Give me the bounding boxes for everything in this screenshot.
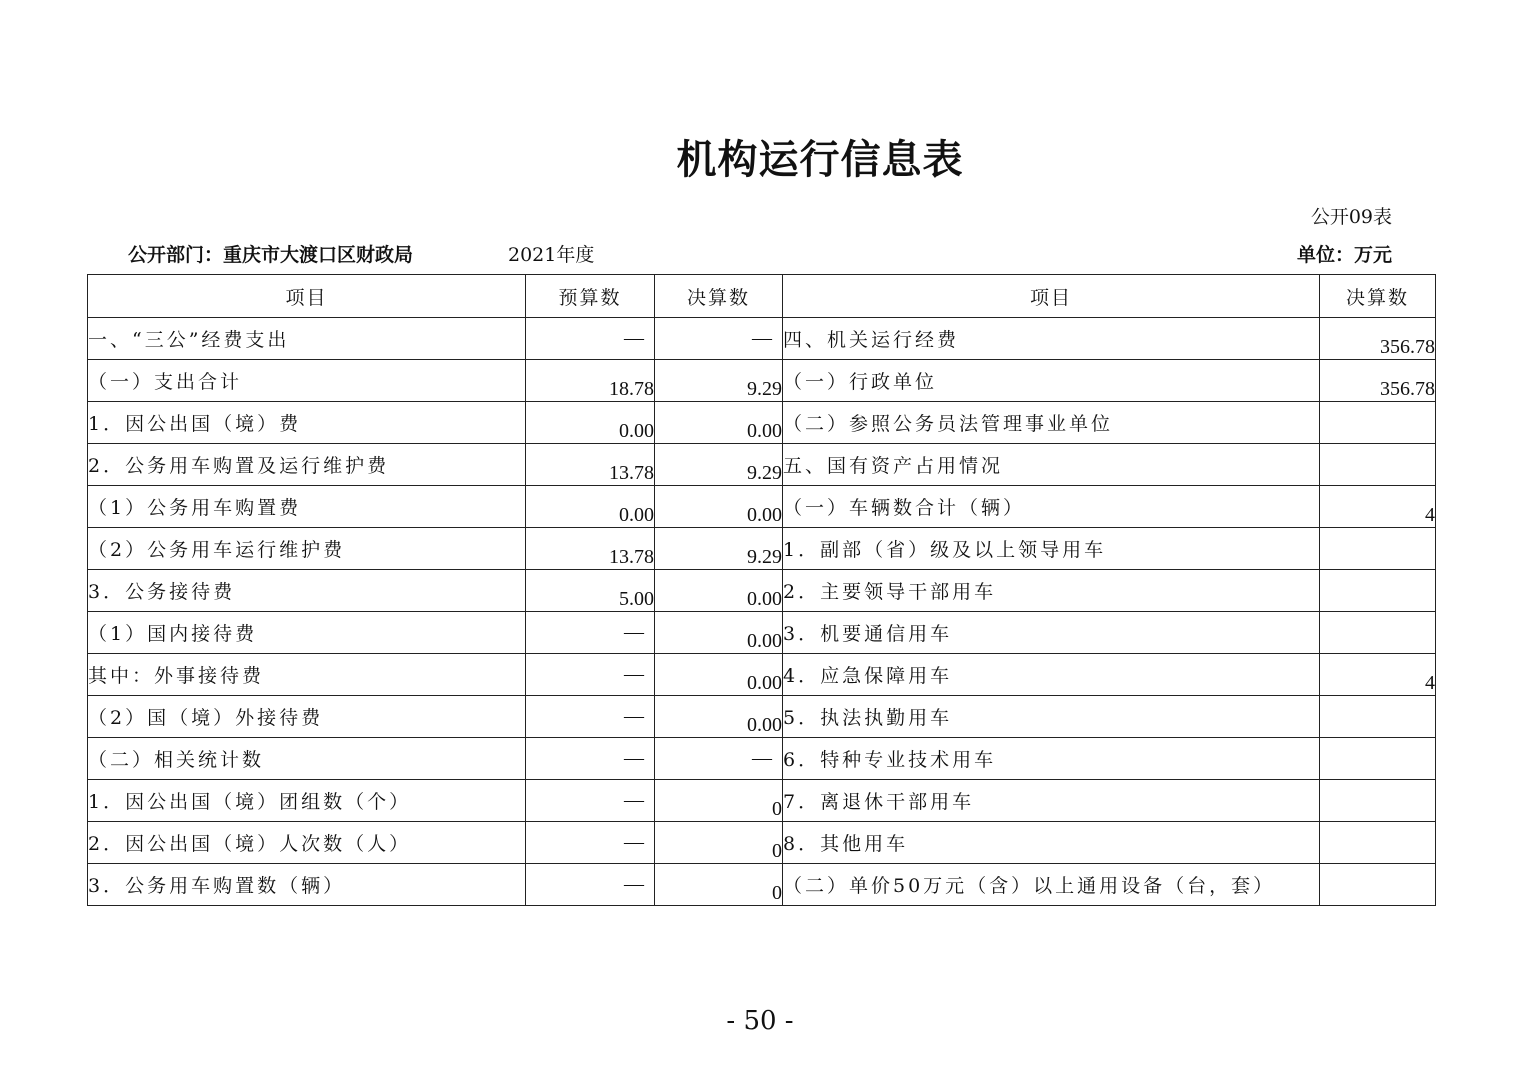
- final-cell: —: [655, 738, 783, 780]
- right-final-cell: 356.78: [1320, 360, 1436, 402]
- right-final-cell: [1320, 444, 1436, 486]
- table-row: [88, 696, 1436, 738]
- form-number: 公开09表: [1310, 206, 1392, 228]
- left-item-cell: （1）公务用车购置费: [88, 486, 526, 528]
- page-title: 机构运行信息表: [676, 136, 964, 183]
- header-right-item: 项目: [783, 275, 1320, 318]
- table-row: [88, 780, 1436, 822]
- department-label: 公开部门：重庆市大渡口区财政局: [128, 244, 414, 266]
- header-right-final: 决算数: [1320, 275, 1436, 318]
- right-item-cell: （二）单价50万元（含）以上通用设备（台，套）: [783, 864, 1320, 906]
- left-item-cell: （2）公务用车运行维护费: [88, 528, 526, 570]
- header-left-item: 项目: [88, 275, 526, 318]
- table-row: [88, 864, 1436, 906]
- left-item-cell: （2）国（境）外接待费: [88, 696, 526, 738]
- table-row: [88, 444, 1436, 486]
- final-cell: 0.00: [655, 570, 783, 612]
- final-cell: 9.29: [655, 360, 783, 402]
- right-final-cell: [1320, 738, 1436, 780]
- left-item-cell: 3．公务接待费: [88, 570, 526, 612]
- right-item-cell: 3．机要通信用车: [783, 612, 1320, 654]
- table-row: [88, 402, 1436, 444]
- budget-cell: —: [526, 318, 655, 360]
- table-header-row: [88, 275, 1436, 318]
- left-item-cell: 一、“三公”经费支出: [88, 318, 526, 360]
- table-row: [88, 570, 1436, 612]
- right-item-cell: （一）车辆数合计（辆）: [783, 486, 1320, 528]
- budget-cell: —: [526, 822, 655, 864]
- left-item-cell: 1．因公出国（境）费: [88, 402, 526, 444]
- final-cell: 9.29: [655, 528, 783, 570]
- left-item-cell: （二）相关统计数: [88, 738, 526, 780]
- left-item-cell: 1．因公出国（境）团组数（个）: [88, 780, 526, 822]
- budget-cell: —: [526, 864, 655, 906]
- table-row: [88, 612, 1436, 654]
- right-item-cell: 1．副部（省）级及以上领导用车: [783, 528, 1320, 570]
- right-final-cell: 4: [1320, 654, 1436, 696]
- table-row: [88, 360, 1436, 402]
- right-final-cell: [1320, 822, 1436, 864]
- right-item-cell: 5．执法执勤用车: [783, 696, 1320, 738]
- right-final-cell: [1320, 528, 1436, 570]
- table-row: [88, 318, 1436, 360]
- right-item-cell: 五、国有资产占用情况: [783, 444, 1320, 486]
- right-final-cell: [1320, 780, 1436, 822]
- left-item-cell: 其中：外事接待费: [88, 654, 526, 696]
- left-item-cell: 2．因公出国（境）人次数（人）: [88, 822, 526, 864]
- right-final-cell: [1320, 696, 1436, 738]
- right-final-cell: [1320, 612, 1436, 654]
- budget-cell: 0.00: [526, 486, 655, 528]
- left-item-cell: （1）国内接待费: [88, 612, 526, 654]
- header-left-budget: 预算数: [526, 275, 655, 318]
- budget-cell: 5.00: [526, 570, 655, 612]
- table-row: [88, 486, 1436, 528]
- final-cell: —: [655, 318, 783, 360]
- final-cell: 0.00: [655, 402, 783, 444]
- final-cell: 0.00: [655, 654, 783, 696]
- left-item-cell: （一）支出合计: [88, 360, 526, 402]
- budget-cell: 13.78: [526, 444, 655, 486]
- table-row: [88, 528, 1436, 570]
- right-item-cell: 四、机关运行经费: [783, 318, 1320, 360]
- budget-cell: 18.78: [526, 360, 655, 402]
- page-number: - 50 -: [726, 1006, 794, 1036]
- table-row: [88, 822, 1436, 864]
- budget-cell: —: [526, 654, 655, 696]
- budget-cell: 0.00: [526, 402, 655, 444]
- right-item-cell: 2．主要领导干部用车: [783, 570, 1320, 612]
- budget-cell: —: [526, 738, 655, 780]
- right-item-cell: 8．其他用车: [783, 822, 1320, 864]
- fiscal-year: 2021年度: [508, 244, 595, 266]
- right-item-cell: （一）行政单位: [783, 360, 1320, 402]
- right-item-cell: 4．应急保障用车: [783, 654, 1320, 696]
- budget-cell: —: [526, 612, 655, 654]
- left-item-cell: 3．公务用车购置数（辆）: [88, 864, 526, 906]
- operation-info-table: [87, 274, 1436, 906]
- final-cell: 0.00: [655, 612, 783, 654]
- right-item-cell: 6．特种专业技术用车: [783, 738, 1320, 780]
- left-item-cell: 2．公务用车购置及运行维护费: [88, 444, 526, 486]
- right-final-cell: [1320, 402, 1436, 444]
- right-item-cell: 7．离退休干部用车: [783, 780, 1320, 822]
- final-cell: 0: [655, 864, 783, 906]
- budget-cell: —: [526, 780, 655, 822]
- table-row: [88, 738, 1436, 780]
- right-final-cell: [1320, 570, 1436, 612]
- final-cell: 0.00: [655, 486, 783, 528]
- final-cell: 0.00: [655, 696, 783, 738]
- budget-cell: 13.78: [526, 528, 655, 570]
- unit-label: 单位：万元: [1296, 244, 1392, 266]
- budget-cell: —: [526, 696, 655, 738]
- right-final-cell: [1320, 864, 1436, 906]
- final-cell: 0: [655, 780, 783, 822]
- right-item-cell: （二）参照公务员法管理事业单位: [783, 402, 1320, 444]
- header-left-final: 决算数: [655, 275, 783, 318]
- right-final-cell: 356.78: [1320, 318, 1436, 360]
- table-row: [88, 654, 1436, 696]
- final-cell: 0: [655, 822, 783, 864]
- final-cell: 9.29: [655, 444, 783, 486]
- right-final-cell: 4: [1320, 486, 1436, 528]
